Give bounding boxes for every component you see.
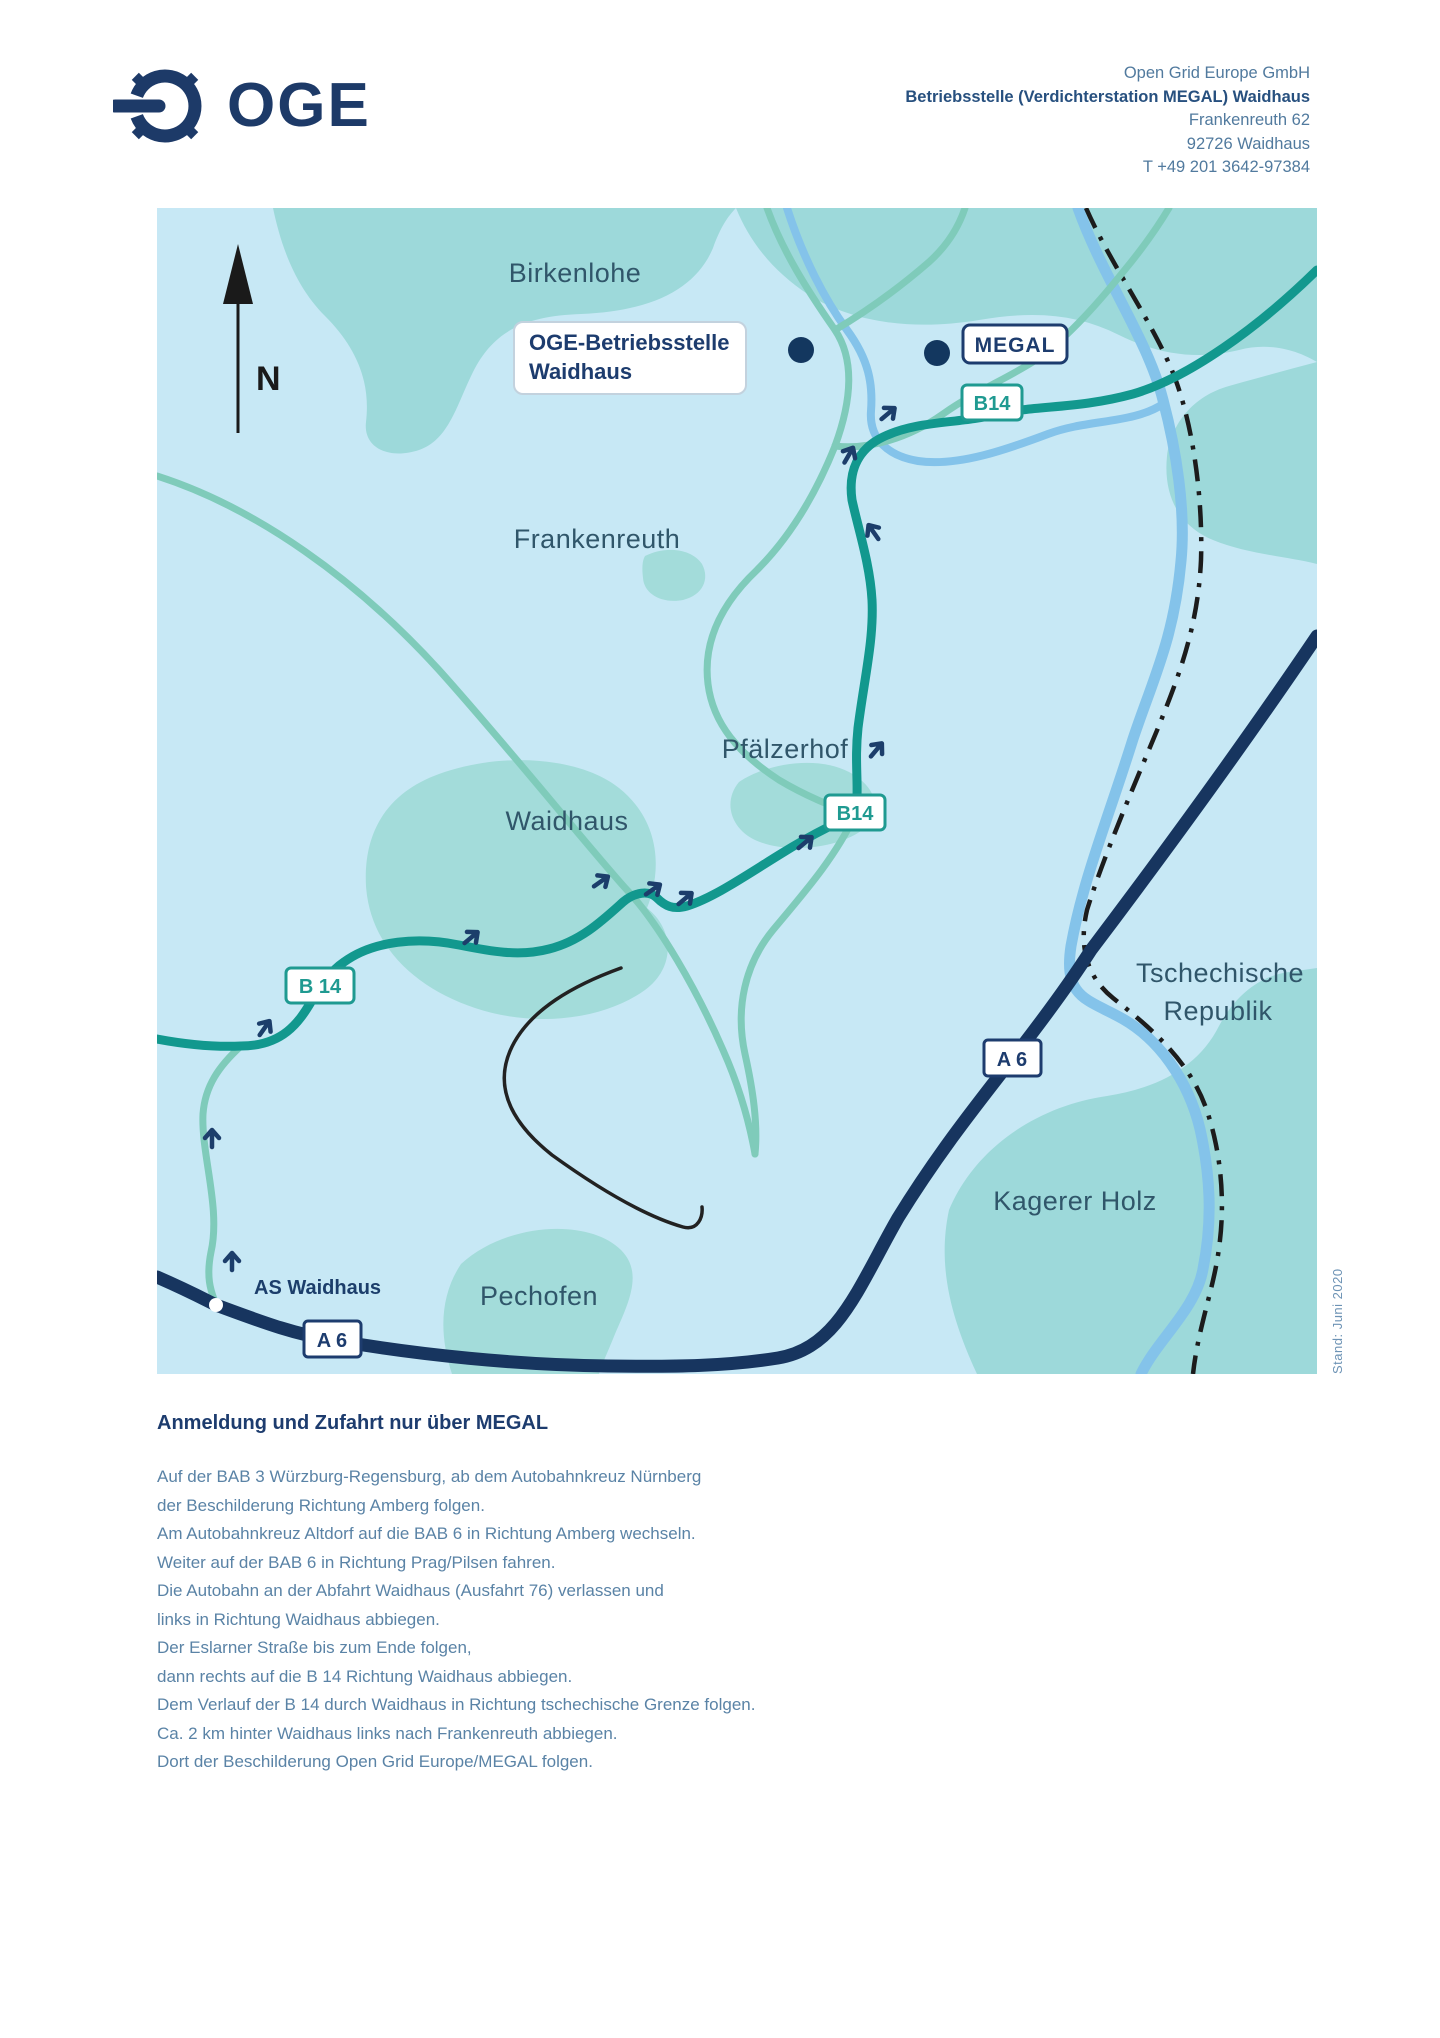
directions-line: Auf der BAB 3 Würzburg-Regensburg, ab dem Autobahnkreuz Nürnberg (157, 1467, 702, 1486)
directions-line: Dort der Beschilderung Open Grid Europe/MEGAL folgen. (157, 1752, 593, 1771)
place-tschechische-republik-line2: Republik (1163, 996, 1273, 1026)
badge-a6-left-label: A 6 (316, 1330, 348, 1352)
badge-b14-middle-label: B14 (836, 803, 874, 825)
directions-line: Am Autobahnkreuz Altdorf auf die BAB 6 in Richtung Amberg wechseln. (157, 1524, 696, 1543)
place-birkenlohe: Birkenlohe (508, 258, 642, 288)
place-pechofen: Pechofen (479, 1281, 599, 1311)
badge-b14-left (286, 968, 354, 1003)
badge-b14-top (962, 385, 1022, 420)
badge-b14-middle (825, 795, 885, 830)
badge-a6-left (304, 1321, 361, 1357)
interchange-dot-as-waidhaus (209, 1298, 223, 1312)
directions-section (157, 1412, 917, 1777)
directions-line: dann rechts auf die B 14 Richtung Waidhaus abbiegen. (157, 1666, 573, 1686)
megal-label: MEGAL (974, 334, 1056, 357)
oge-logo-icon (113, 56, 213, 156)
area-frankenreuth (642, 550, 705, 601)
address-block (905, 62, 1310, 180)
map-svg (157, 208, 1317, 1374)
place-frankenreuth: Frankenreuth (513, 524, 681, 554)
directions-line: Ca. 2 km hinter Waidhaus links nach Frankenreuth abbiegen. (157, 1723, 618, 1743)
marker-oge-betriebsstelle (788, 337, 814, 363)
directions-line: Dem Verlauf der B 14 durch Waidhaus in Richtung tschechische Grenze folgen. (157, 1695, 756, 1714)
marker-megal (924, 340, 950, 366)
directions-line: der Beschilderung Richtung Amberg folgen. (157, 1495, 485, 1515)
place-tschechische-republik-line1: Tschechische (1135, 958, 1305, 988)
badge-a6-right-label: A 6 (996, 1049, 1028, 1071)
label-as-waidhaus: AS Waidhaus (254, 1277, 382, 1299)
place-kagerer-holz: Kagerer Holz (993, 1186, 1157, 1216)
oge-box-line1: OGE-Betriebsstelle (529, 330, 730, 355)
address-phone: T +49 201 3642-97384 (1142, 158, 1310, 176)
stand-note: Stand: Juni 2020 (1330, 1268, 1345, 1374)
place-waidhaus: Waidhaus (505, 806, 629, 836)
oge-logo-text: OGE (227, 71, 371, 140)
address-site: Betriebsstelle (Verdichterstation MEGAL) Waidhaus (905, 87, 1310, 106)
map (157, 208, 1317, 1374)
label-box-megal (963, 325, 1067, 363)
badge-a6-right (984, 1040, 1041, 1076)
oge-box-line2: Waidhaus (529, 359, 633, 384)
directions-heading: Anmeldung und Zufahrt nur über MEGAL (157, 1412, 549, 1434)
oge-logo (113, 56, 371, 156)
address-city: 92726 Waidhaus (1186, 134, 1310, 153)
address-street: Frankenreuth 62 (1188, 111, 1310, 129)
directions-body (157, 1463, 917, 1777)
directions-line: Weiter auf der BAB 6 in Richtung Prag/Pilsen fahren. (157, 1552, 556, 1572)
badge-b14-left-label: B 14 (298, 976, 342, 998)
badge-b14-top-label: B14 (973, 393, 1011, 415)
address-company: Open Grid Europe GmbH (1123, 64, 1310, 82)
directions-line: links in Richtung Waidhaus abbiegen. (157, 1609, 440, 1629)
directions-line: Die Autobahn an der Abfahrt Waidhaus (Ausfahrt 76) verlassen und (157, 1581, 664, 1600)
north-label: N (256, 360, 281, 398)
label-box-oge-betriebsstelle (514, 322, 746, 394)
place-pfalzerhof: Pfälzerhof (721, 734, 849, 764)
directions-line: Der Eslarner Straße bis zum Ende folgen, (157, 1638, 472, 1657)
